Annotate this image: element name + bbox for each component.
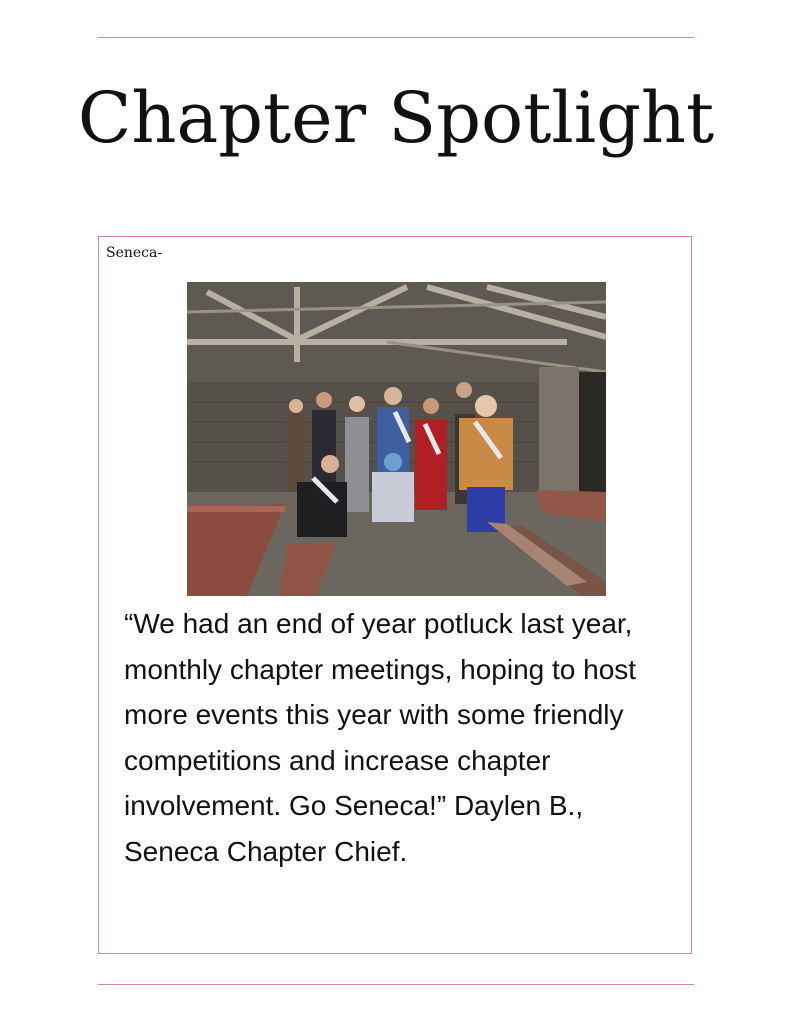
chapter-quote: “We had an end of year potluck last year, monthly chapter meetings, hoping to host more events this year with some friendly competitions and increase chapter involvement. Go Seneca!” Daylen B., Seneca Chapter Chief. (124, 608, 637, 867)
chapter-label: Seneca- (106, 245, 163, 261)
bottom-divider (98, 984, 694, 985)
chapter-group-photo (187, 282, 606, 596)
page-title: Chapter Spotlight (77, 77, 715, 159)
top-divider (98, 37, 694, 38)
